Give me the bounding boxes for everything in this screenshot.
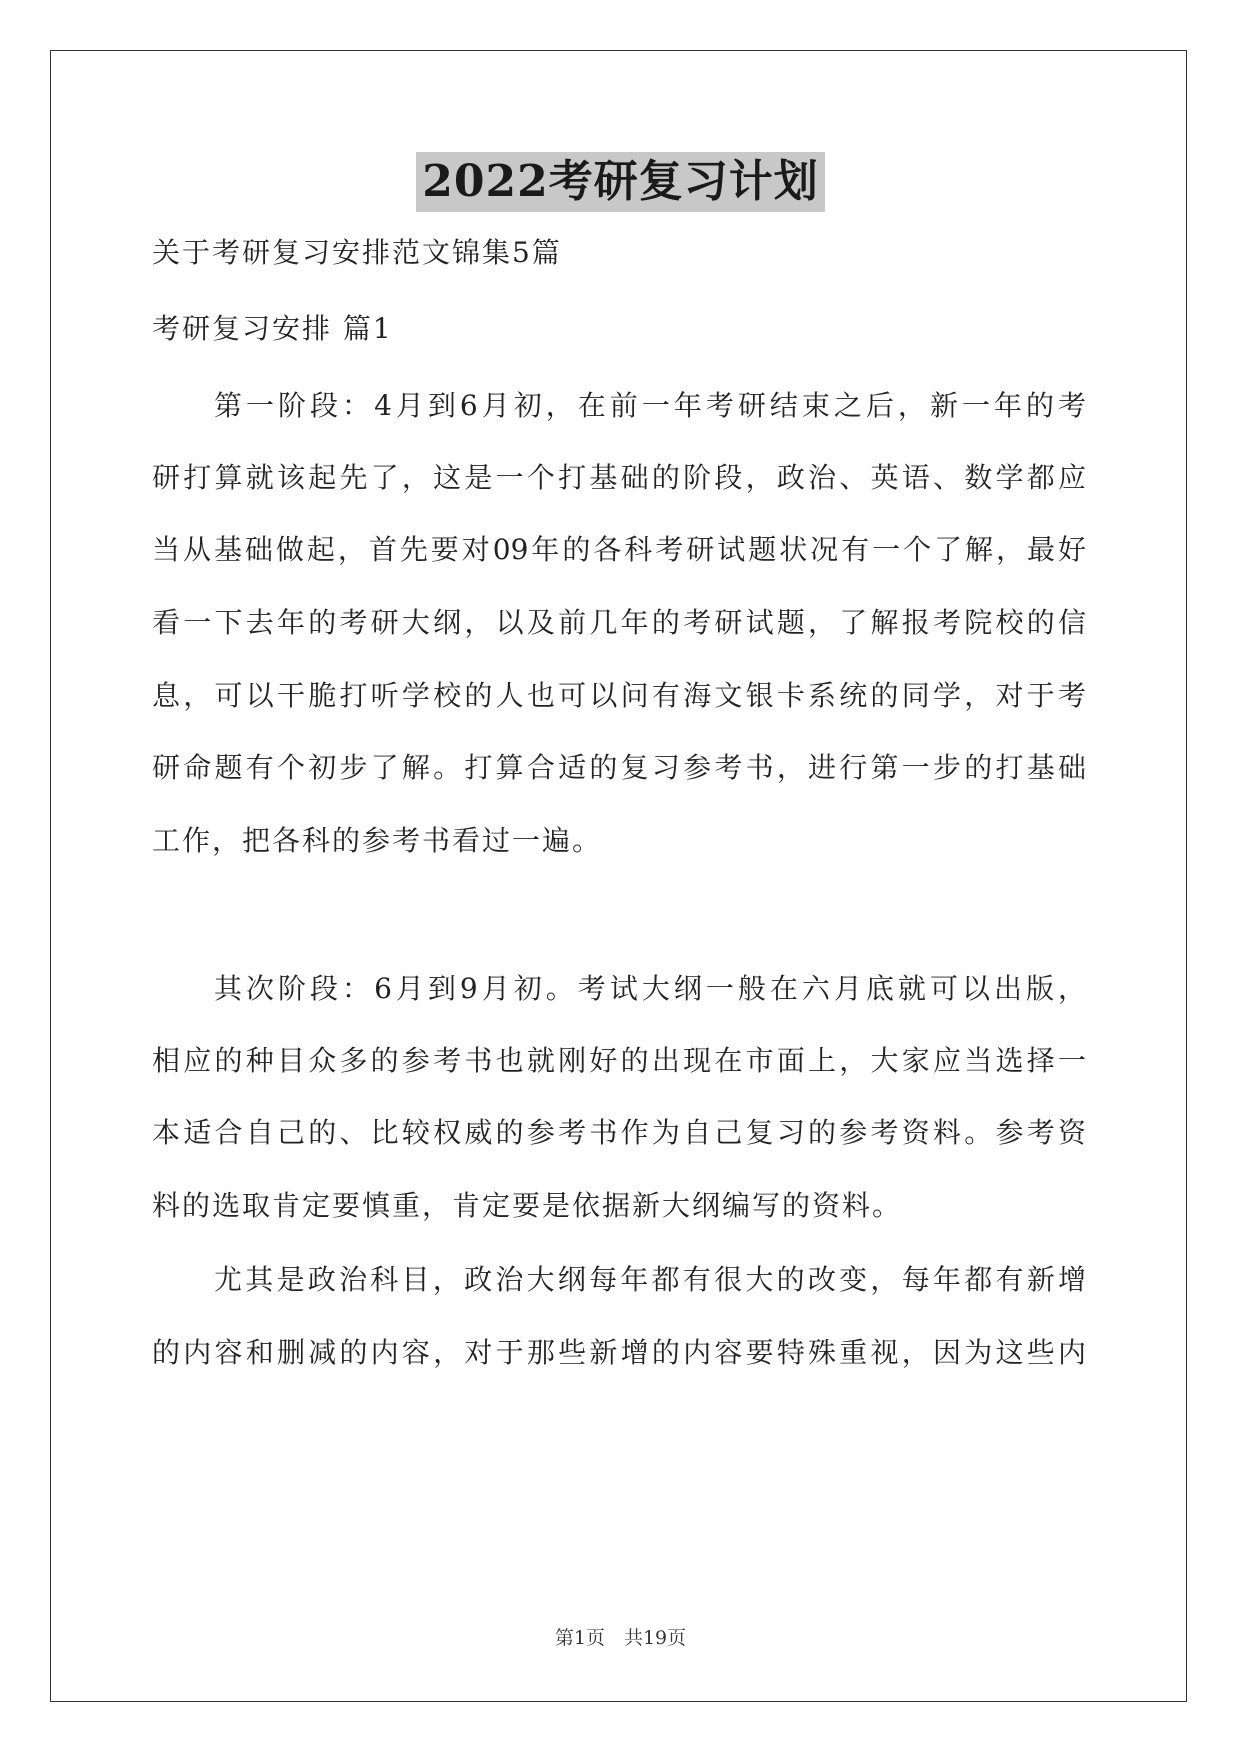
section-heading: 考研复习安排 篇1 [152, 312, 393, 345]
document-title [0, 152, 1241, 221]
paragraph-line: 本适合自己的、比较权威的参考书作为自己复习的参考资料。参考资 [152, 1116, 1086, 1149]
paragraph-line: 相应的种目众多的参考书也就刚好的出现在市面上，大家应当选择一 [152, 1044, 1086, 1077]
paragraph-line: 其次阶段：6月到9月初。考试大纲一般在六月底就可以出版， [214, 972, 1086, 1005]
paragraph-line: 当从基础做起，首先要对09年的各科考研试题状况有一个了解，最好 [152, 533, 1086, 566]
document-subtitle: 关于考研复习安排范文锦集5篇 [152, 236, 562, 269]
paragraph-line: 第一阶段：4月到6月初，在前一年考研结束之后，新一年的考 [214, 389, 1086, 422]
paragraph-line: 工作，把各科的参考书看过一遍。 [152, 824, 603, 857]
page-border [50, 50, 1187, 1702]
paragraph-line: 息，可以干脆打听学校的人也可以问有海文银卡系统的同学，对于考 [152, 679, 1086, 712]
paragraph-line: 看一下去年的考研大纲，以及前几年的考研试题，了解报考院校的信 [152, 606, 1086, 639]
paragraph-line: 研命题有个初步了解。打算合适的复习参考书，进行第一步的打基础 [152, 751, 1086, 784]
page-number-footer: 第1页 共19页 [554, 1627, 687, 1649]
paragraph-line: 尤其是政治科目，政治大纲每年都有很大的改变，每年都有新增 [214, 1263, 1086, 1296]
paragraph-line: 研打算就该起先了，这是一个打基础的阶段，政治、英语、数学都应 [152, 461, 1086, 494]
paragraph-line: 的内容和删减的内容，对于那些新增的内容要特殊重视，因为这些内 [152, 1336, 1086, 1369]
paragraph-line: 料的选取肯定要慎重，肯定要是依据新大纲编写的资料。 [152, 1189, 903, 1222]
document-title-text: 2022考研复习计划 [416, 152, 824, 212]
